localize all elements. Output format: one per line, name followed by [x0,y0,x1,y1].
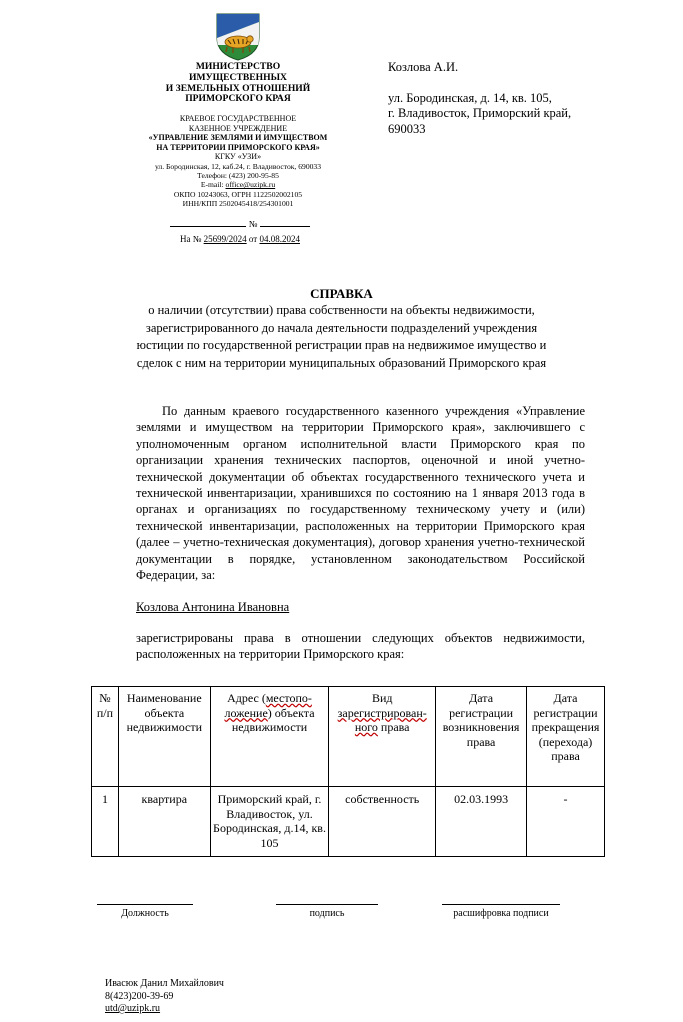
ref-number: 25699/2024 [203,234,247,244]
signature-decoding-line: расшифровка подписи [442,904,560,922]
email-label: E-mail: [200,180,226,190]
recipient-name: Козлова А.И. [388,60,459,74]
ministry-line: И ЗЕМЕЛЬНЫХ ОТНОШЕНИЙ [165,82,311,94]
recipient-address-line: г. Владивосток, Приморский край, [388,106,572,120]
cell-address: Приморский край, г. Владивосток, ул. Бородинская, д.14, кв. 105 [210,787,329,857]
ref-prefix: На № [180,234,202,244]
ref-from: от [248,234,258,244]
org-name-line: НА ТЕРРИТОРИИ ПРИМОРСКОГО КРАЯ» [156,142,320,152]
position-signature-line: Должность [97,904,193,922]
cell-number: 1 [92,787,119,857]
org-email [130,180,346,189]
subtitle-line: юстиции по государственной регистрации прав на недвижимое имущество и [136,338,547,352]
ministry-name [150,62,326,105]
outgoing-date-blank [170,218,246,227]
executor-phone: 8(423)200-39-69 [105,990,174,1002]
cell-object-name: квартира [118,787,210,857]
email-link[interactable]: office@uzipk.ru [225,180,276,190]
header-object-name: Наименование объекта недвижимости [118,687,210,787]
body-paragraph: По данным краевого государственного казенного учреждения «Управление землями и имуществом на территории Приморского края», заключившего с уполномоченным органом исполнительной власти Приморского края по организации хранения технических паспортов, оценочной и иной учетно-технической документации об объектах государственного технического учета и технической инвентаризации, хранившихся по состоянию на 1 января 2013 года в органах и организациях по государственному техническому учету и (или) технической инвентаризации, расположенных на территории Приморского края (далее – учетно-техническая документация), договор хранения учетно-технической документации в порядке, установленном законодательством Российской Федерации, за: [136,404,585,583]
header-end-date: Дата регистрации прекращения (перехода) права [527,687,605,787]
signature-line: подпись [276,904,378,922]
org-type-line: КРАЕВОЕ ГОСУДАРСТВЕННОЕ [179,114,297,123]
subtitle-line: сделок с ним на территории муниципальных образований Приморского края [136,355,547,370]
recipient-block [388,60,628,137]
ministry-line: МИНИСТЕРСТВО [195,61,281,72]
document-title: СПРАВКА [310,286,373,301]
org-name-line: «УПРАВЛЕНИЕ ЗЕМЛЯМИ И ИМУЩЕСТВОМ [148,133,328,143]
outgoing-number-blank [260,218,310,227]
ministry-line: ИМУЩЕСТВЕННЫХ [189,71,287,83]
org-okpo: ОКПО 10243063, ОГРН 1122502002105 [173,189,303,199]
recipient-address-line: ул. Бородинская, д. 14, кв. 105, [388,90,552,105]
document-subtitle [120,302,563,372]
org-short-name: КГКУ «УЗИ» [214,152,262,162]
outgoing-number-line [165,218,315,229]
executor-email[interactable]: utd@uzipk.ru [105,1003,161,1014]
org-phone: Телефон: (423) 200-95-85 [197,171,279,181]
header-address: Адрес (местопо-ложение) объекта недвижимости [210,687,329,787]
cell-start-date: 02.03.1993 [436,787,527,857]
table-row [92,787,605,857]
subtitle-line: о наличии (отсутствии) права собственности на объекты недвижимости, [148,303,535,317]
subtitle-line: зарегистрированного до начала деятельности подразделений учреждения [145,320,538,335]
number-sign: № [248,219,258,229]
executor-block [105,978,224,1016]
person-name: Козлова Антонина Ивановна [136,600,290,614]
header-right-type: Вид зарегистрирован-ного права [329,687,436,787]
table-header-row [92,687,605,787]
org-type-line: КАЗЕННОЕ УЧРЕЖДЕНИЕ [188,123,288,133]
coat-of-arms-icon [215,12,261,62]
incoming-reference [150,234,330,244]
ministry-line: ПРИМОРСКОГО КРАЯ [185,93,291,105]
header-start-date: Дата регистрации возникновения права [436,687,527,787]
property-table [91,686,605,857]
header-number: № п/п [92,687,119,787]
recipient-address-line: 690033 [388,121,426,136]
executor-name: Ивасюк Данил Михайлович [105,978,224,989]
ref-date: 04.08.2024 [259,234,300,244]
org-inn: ИНН/КПП 2502045418/254301001 [182,198,294,208]
cell-right-type: собственность [329,787,436,857]
cell-end-date: - [527,787,605,857]
registered-paragraph: зарегистрированы права в отношении следующих объектов недвижимости, расположенных на территории Приморского края: [136,631,585,662]
org-address: ул. Бородинская, 12, каб.24, г. Владивосток, 690033 [154,161,322,171]
organization-block [130,114,346,208]
